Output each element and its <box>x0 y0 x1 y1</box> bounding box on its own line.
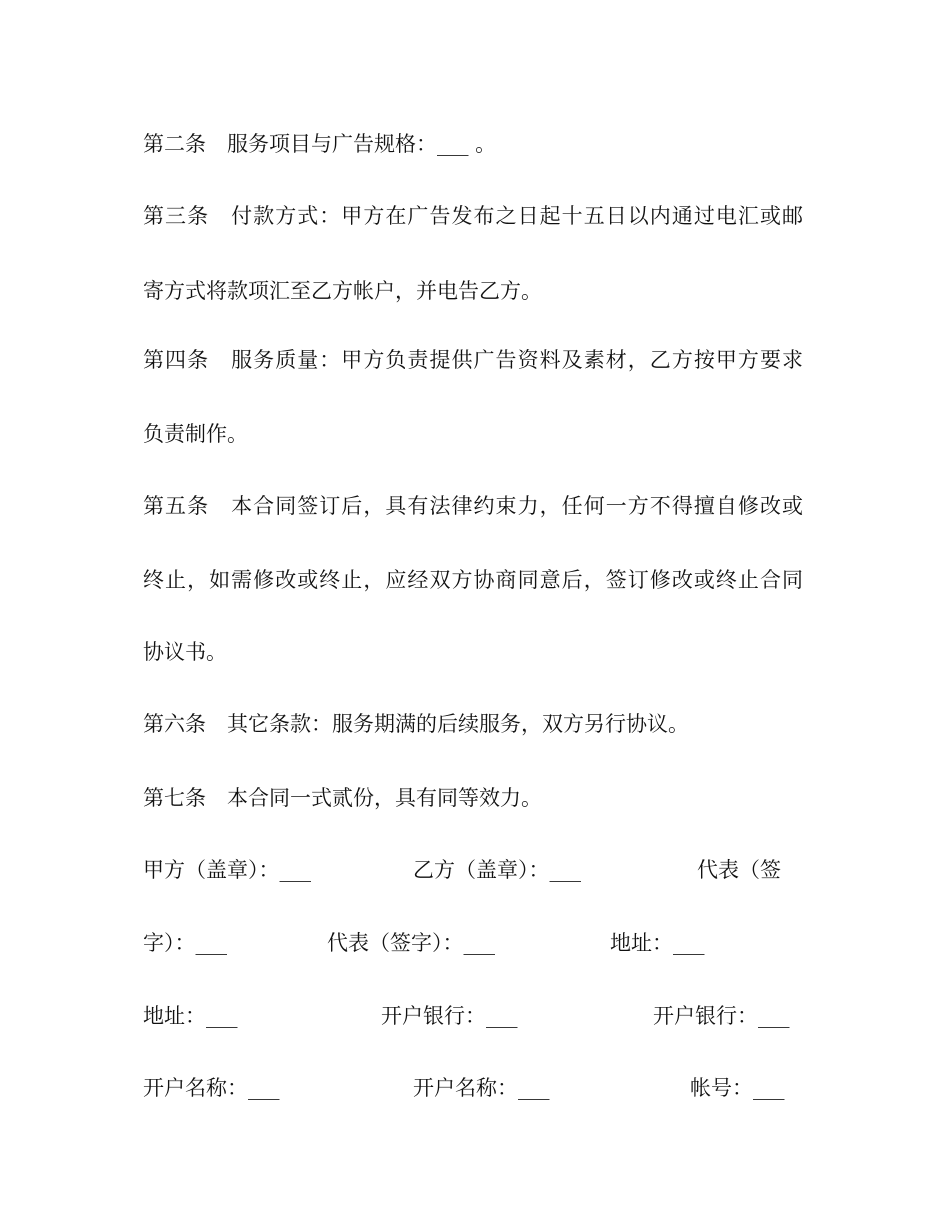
clause-3-line-2: 寄方式将款项汇至乙方帐户，并电告乙方。 <box>143 279 542 303</box>
rep-sign-part2: 字）：___ <box>143 931 227 955</box>
party-a-address: 地址：___ <box>610 931 705 955</box>
party-b-rep-sign: 代表（签字）：___ <box>327 931 495 955</box>
party-a-bank: 开户银行：___ <box>381 1004 518 1028</box>
account-number: 帐号：___ <box>690 1076 785 1100</box>
party-a-account-name: 开户名称：___ <box>143 1076 280 1100</box>
rep-sign-part1: 代表（签 <box>697 858 781 882</box>
party-a-seal: 甲方（盖章）：___ <box>143 858 311 882</box>
clause-5-line-1: 第五条 本合同签订后，具有法律约束力，任何一方不得擅自修改或 <box>143 494 803 518</box>
party-b-account-name: 开户名称：___ <box>413 1076 550 1100</box>
party-b-seal: 乙方（盖章）：___ <box>413 858 581 882</box>
clause-4-line-1: 第四条 服务质量：甲方负责提供广告资料及素材，乙方按甲方要求 <box>143 348 803 372</box>
clause-4-line-2: 负责制作。 <box>143 422 248 446</box>
party-b-address: 地址：___ <box>143 1004 238 1028</box>
clause-3-line-1: 第三条 付款方式：甲方在广告发布之日起十五日以内通过电汇或邮 <box>143 204 803 228</box>
clause-5-line-3: 协议书。 <box>143 640 227 664</box>
party-b-bank: 开户银行：___ <box>653 1004 790 1028</box>
clause-2-line-1: 第二条 服务项目与广告规格：___ 。 <box>143 132 497 156</box>
clause-6-line-1: 第六条 其它条款：服务期满的后续服务，双方另行协议。 <box>143 712 689 736</box>
clause-7-line-1: 第七条 本合同一式贰份，具有同等效力。 <box>143 786 542 810</box>
clause-5-line-2: 终止，如需修改或终止，应经双方协商同意后，签订修改或终止合同 <box>143 568 803 592</box>
